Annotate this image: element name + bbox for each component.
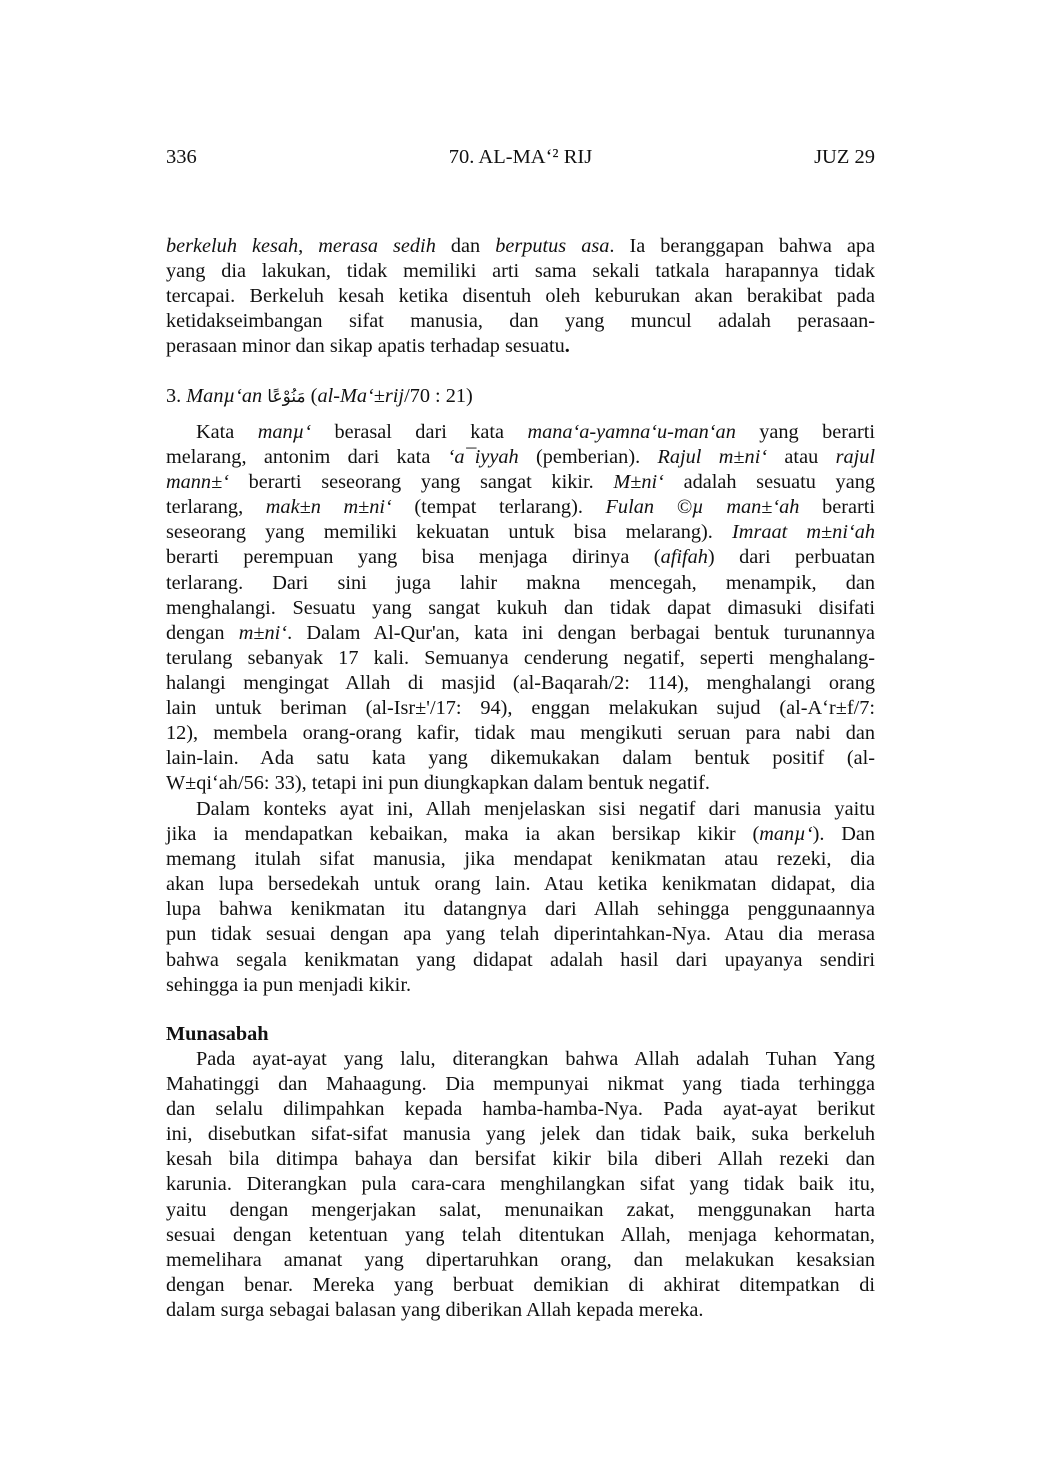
text-line (166, 797, 875, 822)
text-line (166, 334, 875, 359)
text-run: Imraat m±ni‘ah (732, 521, 875, 544)
text-run: halangi mengingat Allah di masjid (al-Baqarah/2: 114), menghalangi orang (166, 671, 875, 694)
text-run: atau (767, 446, 836, 469)
text-run: bahwa segala kenikmatan yang didapat adalah hasil dari upayanya sendiri (166, 948, 875, 971)
text-run: dan (435, 235, 496, 257)
section-heading-1 (166, 384, 875, 409)
text-run: yang berarti (735, 421, 875, 443)
text-run: mak±n m±ni‘ (265, 496, 392, 519)
text-run: Dalam konteks ayat ini, Allah menjelaskan sisi negatif dari manusia yaitu (196, 798, 875, 820)
text-run: . Ia beranggapan bahwa apa (609, 235, 875, 257)
text-run: akan lupa bersedekah untuk orang lain. Atau ketika kenikmatan didapat, dia (166, 873, 875, 896)
text-run: merasa sedih (318, 235, 436, 257)
text-line (166, 771, 875, 796)
text-line (166, 1223, 875, 1248)
text-run: manµ‘ (257, 421, 312, 443)
text-run: berarti seseorang yang sangat kikir. (228, 471, 614, 494)
paragraph-0 (166, 234, 875, 359)
text-line (166, 922, 875, 947)
text-run: (tempat terlarang). (391, 496, 606, 519)
text-run: dan selalu dilimpahkan kepada hamba-hamba-Nya. Pada ayat-ayat berikut (166, 1098, 875, 1121)
text-line (166, 1047, 875, 1072)
text-run: ) dari perbuatan (707, 546, 875, 569)
text-line (166, 470, 875, 495)
text-run: Fulan ©µ man±‘ah (605, 496, 800, 519)
text-run: afifah (660, 546, 708, 569)
text-line (166, 671, 875, 696)
text-run: lain-lain. Ada satu kata yang dikemukakan dalam bentuk positif (al- (166, 747, 875, 770)
text-line (166, 621, 875, 646)
text-run: ketidakseimbangan sifat manusia, dan yang muncul adalah perasaan- (166, 310, 875, 333)
text-line (166, 259, 875, 284)
text-run: /70 : 21) (404, 385, 473, 407)
text-run: Rajul m±ni‘ (657, 446, 768, 469)
text-run: dalam surga sebagai balasan yang diberikan Allah kepada mereka. (166, 1298, 704, 1321)
text-run: al-Ma‘±rij (317, 385, 405, 407)
text-run: menghalangi. Sesuatu yang sangat kukuh dan tidak dapat dimasuki disifati (166, 596, 875, 619)
text-run: . (564, 335, 570, 358)
text-run: Manµ‘an (186, 385, 263, 407)
text-run: ini, disebutkan sifat-sifat manusia yang jelek dan tidak baik, suka berkeluh (166, 1123, 875, 1146)
text-line (166, 1147, 875, 1172)
paragraph-5 (166, 1047, 875, 1323)
text-line (166, 822, 875, 847)
text-run: yang dia lakukan, tidak memiliki arti sama sekali tatkala harapannya tidak (166, 260, 875, 283)
text-line (166, 1172, 875, 1197)
text-line (166, 1022, 875, 1047)
text-line (166, 721, 875, 746)
page-number: 336 (166, 146, 197, 168)
text-line (166, 948, 875, 973)
text-run: karunia. Diterangkan pula cara-cara menghilangkan sifat yang tidak baik itu, (166, 1173, 875, 1196)
text-run: , (298, 235, 319, 257)
text-run: seseorang yang memiliki kekuatan untuk bisa melarang). (166, 521, 733, 544)
text-run: Kata (196, 421, 258, 443)
text-run: 3. (166, 385, 187, 407)
text-run: memang itulah sifat manusia, jika mendapat kenikmatan atau rezeki, dia (166, 848, 875, 871)
text-run: berkeluh kesah (166, 235, 299, 257)
text-run: . Dalam Al-Qur'an, kata ini dengan berbagai bentuk turunannya (287, 621, 875, 644)
running-header (166, 146, 875, 172)
text-run: Mahatinggi dan Mahaagung. Dia mempunyai nikmat yang tiada terhingga (166, 1073, 875, 1096)
text-line (166, 284, 875, 309)
text-run: tercapai. Berkeluh kesah ketika disentuh oleh keburukan akan berakibat pada (166, 285, 875, 308)
text-run: sehingga ia pun menjadi kikir. (166, 973, 412, 996)
text-line (166, 1097, 875, 1122)
text-run: berarti (799, 496, 876, 519)
text-line (166, 1072, 875, 1097)
text-run: lain untuk beriman (al-Isr±'/17: 94), enggan melakukan sujud (al-A‘r±f/7: (166, 697, 875, 720)
text-run: M±ni‘ (613, 471, 664, 494)
text-line (166, 1248, 875, 1273)
text-line (166, 545, 875, 570)
text-run: pun tidak sesuai dengan apa yang telah diperintahkan-Nya. Atau dia merasa (166, 923, 875, 946)
text-run: lupa bahwa kenikmatan itu datangnya dari Allah sehingga penggunaannya (166, 898, 875, 921)
text-run: mana‘a-yamna‘u-man‘an (527, 421, 736, 443)
text-line (166, 384, 875, 409)
text-run: ‘a¯iyyah (447, 446, 519, 469)
text-run: sesuai dengan ketentuan yang telah ditentukan Allah, menjaga kehormatan, (166, 1223, 875, 1246)
text-line (166, 309, 875, 334)
text-line (166, 420, 875, 445)
text-line (166, 1273, 875, 1298)
text-run: kesah bila ditimpa bahaya dan bersifat kikir bila diberi Allah rezeki dan (166, 1148, 875, 1171)
text-run: manµ‘ (759, 823, 813, 846)
juz-label: JUZ 29 (814, 146, 875, 168)
text-run: 12), membela orang-orang kafir, tidak mau mengikuti seruan para nabi dan (166, 722, 875, 745)
text-run: rajul (835, 446, 876, 469)
text-run: jika ia mendapatkan kebaikan, maka ia akan bersikap kikir ( (166, 823, 760, 846)
text-line (166, 520, 875, 545)
text-line (166, 571, 875, 596)
text-run: adalah sesuatu yang (663, 471, 875, 494)
text-run: m±ni‘ (238, 621, 288, 644)
paragraph-3 (166, 797, 875, 998)
paragraph-2 (166, 420, 875, 796)
text-line (166, 696, 875, 721)
text-run: perasaan minor dan sikap apatis terhadap sesuatu (166, 335, 565, 358)
text-line (166, 847, 875, 872)
text-line (166, 646, 875, 671)
text-line (166, 1122, 875, 1147)
section-heading-4 (166, 1022, 875, 1047)
text-line (166, 1198, 875, 1223)
text-line (166, 746, 875, 771)
text-run: ). Dan (812, 823, 876, 846)
text-run: mann±‘ (166, 471, 229, 494)
text-run: terulang sebanyak 17 kali. Semuanya cenderung negatif, seperti menghalang- (166, 646, 875, 669)
text-run: dengan benar. Mereka yang berbuat demikian di akhirat ditempatkan di (166, 1273, 875, 1296)
text-line (166, 234, 875, 259)
text-run: Pada ayat-ayat yang lalu, diterangkan bahwa Allah adalah Tuhan Yang (196, 1048, 875, 1070)
text-line (166, 495, 875, 520)
text-line (166, 897, 875, 922)
text-run: W±qi‘ah/56: 33), tetapi ini pun diungkapkan dalam bentuk negatif. (166, 772, 710, 795)
text-line (166, 445, 875, 470)
text-run: Munasabah (166, 1023, 269, 1045)
text-run: dengan (166, 621, 239, 644)
text-line (166, 973, 875, 998)
text-run: yaitu dengan mengerjakan salat, menunaikan zakat, menggunakan harta (166, 1198, 875, 1221)
arabic-word: مَنُوْعًا (267, 387, 306, 407)
text-line (166, 872, 875, 897)
text-run: terlarang. Dari sini juga lahir makna mencegah, menampik, dan (166, 571, 875, 594)
text-run: ( (305, 385, 318, 407)
text-line (166, 596, 875, 621)
text-run: (pemberian). (518, 446, 658, 469)
text-run: berputus asa (495, 235, 610, 257)
text-run: berarti perempuan yang bisa menjaga dirinya ( (166, 546, 661, 569)
chapter-title: 70. AL-MA‘² RIJ (448, 146, 593, 168)
text-run: berasal dari kata (311, 421, 528, 443)
text-run: memelihara amanat yang dipertaruhkan orang, dan melakukan kesaksian (166, 1248, 875, 1271)
text-run: melarang, antonim dari kata (166, 446, 448, 469)
text-line (166, 1298, 875, 1323)
text-run: terlarang, (166, 496, 266, 519)
